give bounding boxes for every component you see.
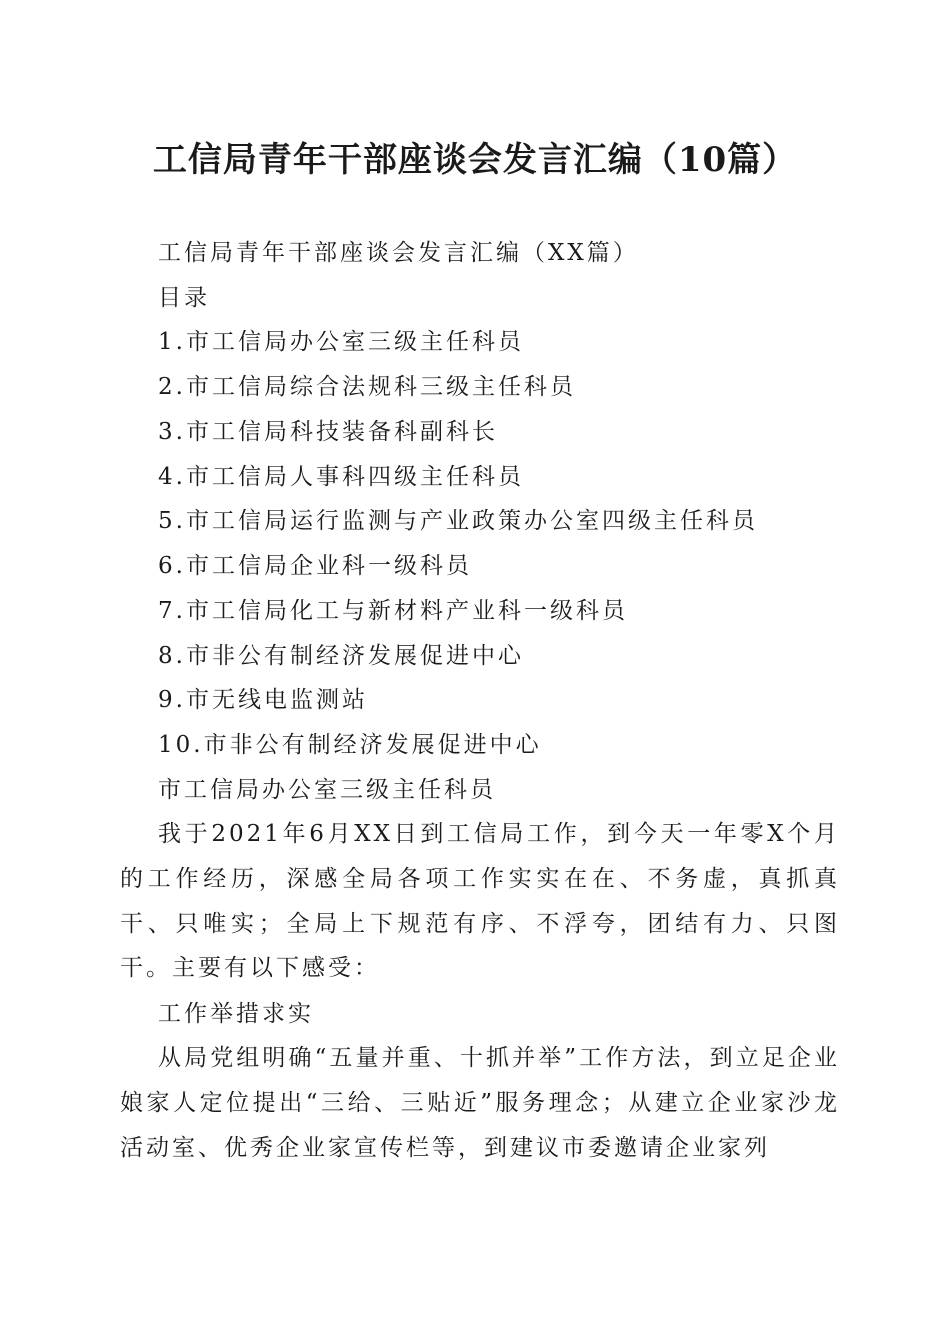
toc-item-5: 5.市工信局运行监测与产业政策办公室四级主任科员 [158, 508, 758, 534]
toc-item-7: 7.市工信局化工与新材料产业科一级科员 [158, 598, 628, 624]
toc-item-1: 1.市工信局办公室三级主任科员 [158, 329, 524, 355]
body-paragraph-1: 我于2021年6月XX日到工信局工作，到今天一年零X个月的工作经历，深感全局各项工作实实在在、不务虚，真抓真干、只唯实；全局上下规范有序、不浮夸，团结有力、只图干。主要有以下感受： [120, 821, 840, 982]
document-subtitle: 工信局青年干部座谈会发言汇编（XX篇） [158, 240, 639, 266]
section-title: 市工信局办公室三级主任科员 [158, 777, 496, 803]
toc-item-4: 4.市工信局人事科四级主任科员 [158, 464, 524, 490]
document-title: 工信局青年干部座谈会发言汇编（10篇） [152, 140, 798, 180]
toc-heading: 目录 [158, 285, 210, 311]
subheading-1: 工作举措求实 [158, 1001, 314, 1027]
toc-item-9: 9.市无线电监测站 [158, 687, 368, 713]
toc-item-3: 3.市工信局科技装备科副科长 [158, 419, 498, 445]
toc-item-2: 2.市工信局综合法规科三级主任科员 [158, 374, 576, 400]
toc-item-10: 10.市非公有制经济发展促进中心 [158, 732, 542, 758]
toc-item-8: 8.市非公有制经济发展促进中心 [158, 643, 524, 669]
body-paragraph-2: 从局党组明确“五量并重、十抓并举”工作方法，到立足企业娘家人定位提出“三给、三贴近”服务理念；从建立企业家沙龙活动室、优秀企业家宣传栏等，到建议市委邀请企业家列 [120, 1045, 840, 1161]
toc-item-6: 6.市工信局企业科一级科员 [158, 553, 472, 579]
